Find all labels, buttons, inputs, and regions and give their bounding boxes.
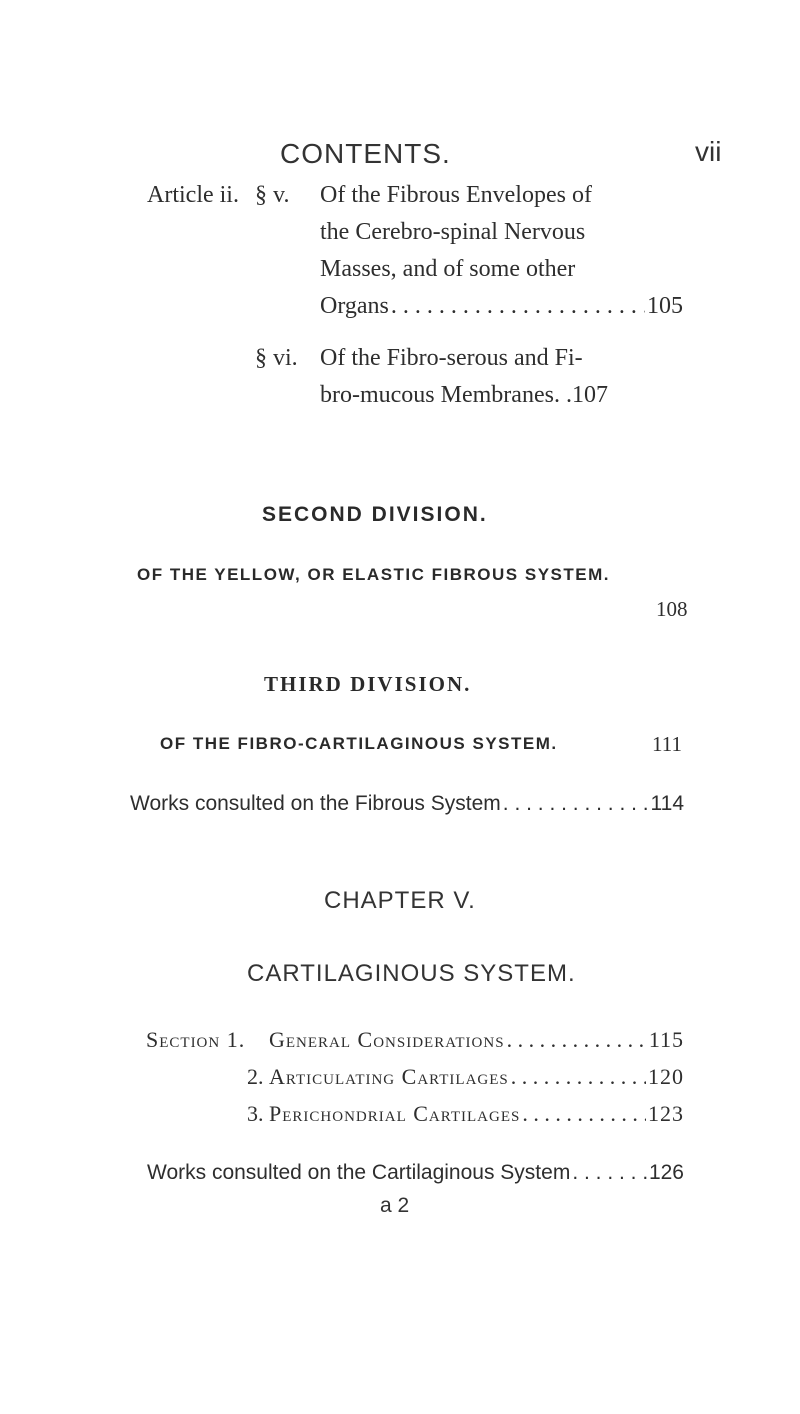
entry-v-page: 105 bbox=[647, 293, 683, 319]
works-fibrous-line bbox=[130, 792, 684, 816]
section-3-page: 123 bbox=[648, 1101, 684, 1126]
section-1-line bbox=[269, 1027, 684, 1053]
entry-vi-last-text: bro-mucous Membranes. . bbox=[320, 382, 572, 408]
entry-vi-page: 107 bbox=[571, 382, 608, 408]
third-division-subheading: OF THE FIBRO-CARTILAGINOUS SYSTEM. bbox=[160, 734, 558, 753]
second-division-page: 108 bbox=[656, 597, 688, 621]
works-fibrous-text: Works consulted on the Fibrous System bbox=[130, 792, 501, 815]
third-division-page: 111 bbox=[652, 732, 682, 756]
works-cartilaginous-page: 126 bbox=[648, 1161, 684, 1184]
entry-vi-last-line bbox=[320, 382, 608, 409]
chapter-title: CHAPTER V. bbox=[324, 887, 476, 914]
section-3-title: Perichondrial Cartilages bbox=[269, 1101, 521, 1126]
dot-leader bbox=[522, 1101, 646, 1127]
section-2-label: 2. bbox=[247, 1064, 264, 1089]
dot-leader bbox=[507, 1027, 647, 1053]
works-cartilaginous-text: Works consulted on the Cartilaginous System bbox=[147, 1161, 571, 1184]
entry-v-last-line bbox=[320, 293, 683, 320]
dot-leader bbox=[572, 1161, 647, 1185]
page-number: vii bbox=[695, 136, 722, 167]
page-title: CONTENTS. bbox=[280, 138, 451, 169]
section-marker-v: § v. bbox=[255, 182, 290, 208]
section-3-line bbox=[269, 1101, 684, 1127]
works-cartilaginous-line bbox=[147, 1161, 684, 1185]
signature-mark: a 2 bbox=[380, 1194, 410, 1217]
dot-leader bbox=[511, 1064, 646, 1090]
section-2-title: Articulating Cartilages bbox=[269, 1064, 509, 1089]
section-2-line bbox=[269, 1064, 684, 1090]
section-1-page: 115 bbox=[648, 1027, 684, 1052]
dot-leader bbox=[391, 293, 645, 320]
third-division-heading: THIRD DIVISION. bbox=[264, 672, 472, 696]
works-fibrous-page: 114 bbox=[650, 792, 684, 815]
section-1-title: General Considerations bbox=[269, 1027, 505, 1052]
entry-v-last-text: Organs bbox=[320, 293, 389, 319]
section-2-page: 120 bbox=[648, 1064, 684, 1089]
second-division-subheading: OF THE YELLOW, OR ELASTIC FIBROUS SYSTEM. bbox=[137, 565, 610, 584]
section-1-label: Section 1. bbox=[146, 1027, 246, 1052]
dot-leader bbox=[503, 792, 649, 816]
entry-v-line-1: Of the Fibrous Envelopes of bbox=[320, 182, 592, 208]
chapter-subtitle: CARTILAGINOUS SYSTEM. bbox=[247, 960, 576, 987]
section-marker-vi: § vi. bbox=[255, 345, 298, 371]
entry-v-line-3: Masses, and of some other bbox=[320, 256, 576, 282]
section-3-label: 3. bbox=[247, 1101, 264, 1126]
entry-vi-line-1: Of the Fibro-serous and Fi- bbox=[320, 345, 583, 371]
entry-v-line-2: the Cerebro-spinal Nervous bbox=[320, 219, 586, 245]
article-label: Article ii. bbox=[147, 182, 239, 208]
second-division-heading: SECOND DIVISION. bbox=[262, 503, 488, 526]
